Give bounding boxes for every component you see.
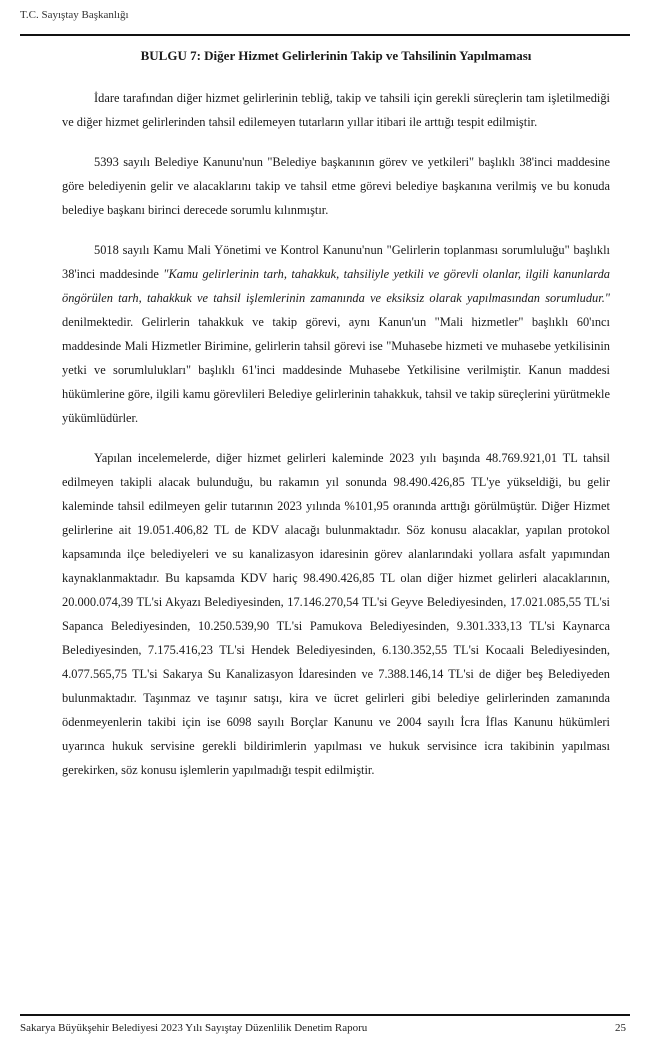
footer-divider bbox=[20, 1014, 630, 1016]
law-quote: "Kamu gelirlerinin tarh, tahakkuk, tahsiliyle yetkili ve görevli olanlar, ilgili kanunlarda öngörülen tarh, tahakkuk ve tahsil işlemlerinin zamanında ve eksiksiz olarak yapılmasından sorumludur." bbox=[62, 267, 610, 305]
paragraph-3 bbox=[62, 238, 610, 430]
paragraph-3-intro: 5018 sayılı Kamu Mali Yönetimi ve Kontrol Kanunu'nun "Gelirlerin toplanması sorumluluğu" başlıklı 38'inci maddesinde bbox=[62, 243, 610, 281]
paragraph-2: 5393 sayılı Belediye Kanunu'nun "Belediye başkanının görev ve yetkileri" başlıklı 38'inci maddesine göre belediyenin gelir ve alacaklarını takip ve tahsil etme görevi belediye başkanına verilmiş ve bu konuda belediye başkanı birinci derecede sorumlu kılınmıştır. bbox=[62, 155, 610, 217]
finding-heading: BULGU 7: Diğer Hizmet Gelirlerinin Takip ve Tahsilinin Yapılmaması bbox=[140, 48, 532, 63]
paragraph-1: İdare tarafından diğer hizmet gelirlerinin tebliğ, takip ve tahsili için gerekli süreçlerin tam işletilmediği ve diğer hizmet gelirlerinden tahsil edilemeyen tutarların yıllar itibari ile arttığı tespit edilmiştir. bbox=[62, 91, 610, 129]
finding-body bbox=[62, 86, 610, 782]
header-divider bbox=[20, 34, 630, 36]
paragraph-4: Yapılan incelemelerde, diğer hizmet gelirleri kaleminde 2023 yılı başında 48.769.921,01 TL tahsil edilmeyen takipli alacak bulunduğu, bu rakamın yıl sonunda 98.490.426,85 TL'ye yükseldiği, bu gelir kaleminde tahsil edilmeyen gelir tutarının 2023 yılında %101,95 oranında arttığı görülmüştür. Diğer Hizmet gelirlerine ait 19.051.406,82 TL de KDV alacağı bulunmaktadır. Söz konusu alacaklar, yapılan protokol kapsamında ilçe belediyeleri ve su kanalizasyon idaresinin görev alanlarındaki yollara asfalt yapımından kaynaklanmaktadır. Bu kapsamda KDV hariç 98.490.426,85 TL olan diğer hizmet gelirleri alacaklarının, 20.000.074,39 TL'si Akyazı Belediyesinden, 17.146.270,54 TL'si Geyve Belediyesinden, 17.021.085,55 TL'si Sapanca Belediyesinden, 10.250.539,90 TL'si Pamukova Belediyesinden, 9.301.333,13 TL'si Kaynarca Belediyesinden, 7.175.416,23 TL'si Hendek Belediyesinden, 6.130.352,55 TL'si Kocaali Belediyesinden, 4.077.565,75 TL'si Sakarya Su Kanalizasyon İdaresinden ve 7.388.146,14 TL'si de diğer beş Belediyeden bulunmaktadır. Taşınmaz ve taşınır satışı, kira ve ücret gelirleri gibi belediye gelirlerinden zamanında ödenmeyenlerin takibi için ise 6098 sayılı Borçlar Kanunu ve 2004 sayılı İcra İflas Kanunu hükümleri uyarınca hukuk servisine gerekli bildirimlerin yapılması ve hukuk servisince icra takibinin yapılması gerekirken, söz konusu işlemlerin yapılmadığı tespit edilmiştir. bbox=[62, 451, 610, 777]
page-number: 25 bbox=[615, 1022, 626, 1034]
footer-report-title: Sakarya Büyükşehir Belediyesi 2023 Yılı Sayıştay Düzenlilik Denetim Raporu bbox=[20, 1022, 368, 1034]
paragraph-3-rest: denilmektedir. Gelirlerin tahakkuk ve takip görevi, aynı Kanun'un "Mali hizmetler" başlıklı 60'ıncı maddesinde Mali Hizmetler Birimine, gelirlerin tahsil görevi ise "Muhasebe hizmeti ve muhasebe yetkilisinin yetki ve sorumlulukları" başlıklı 61'inci maddesinde Muhasebe Yetkilisine verilmiştir. Kanun maddesi hükümlerine göre, ilgili kamu görevlileri Belediye gelirlerinin tahakkuk, tahsil ve takip süreçlerini yürütmekle yükümlüdürler. bbox=[62, 315, 610, 425]
header-title: T.C. Sayıştay Başkanlığı bbox=[20, 9, 129, 21]
